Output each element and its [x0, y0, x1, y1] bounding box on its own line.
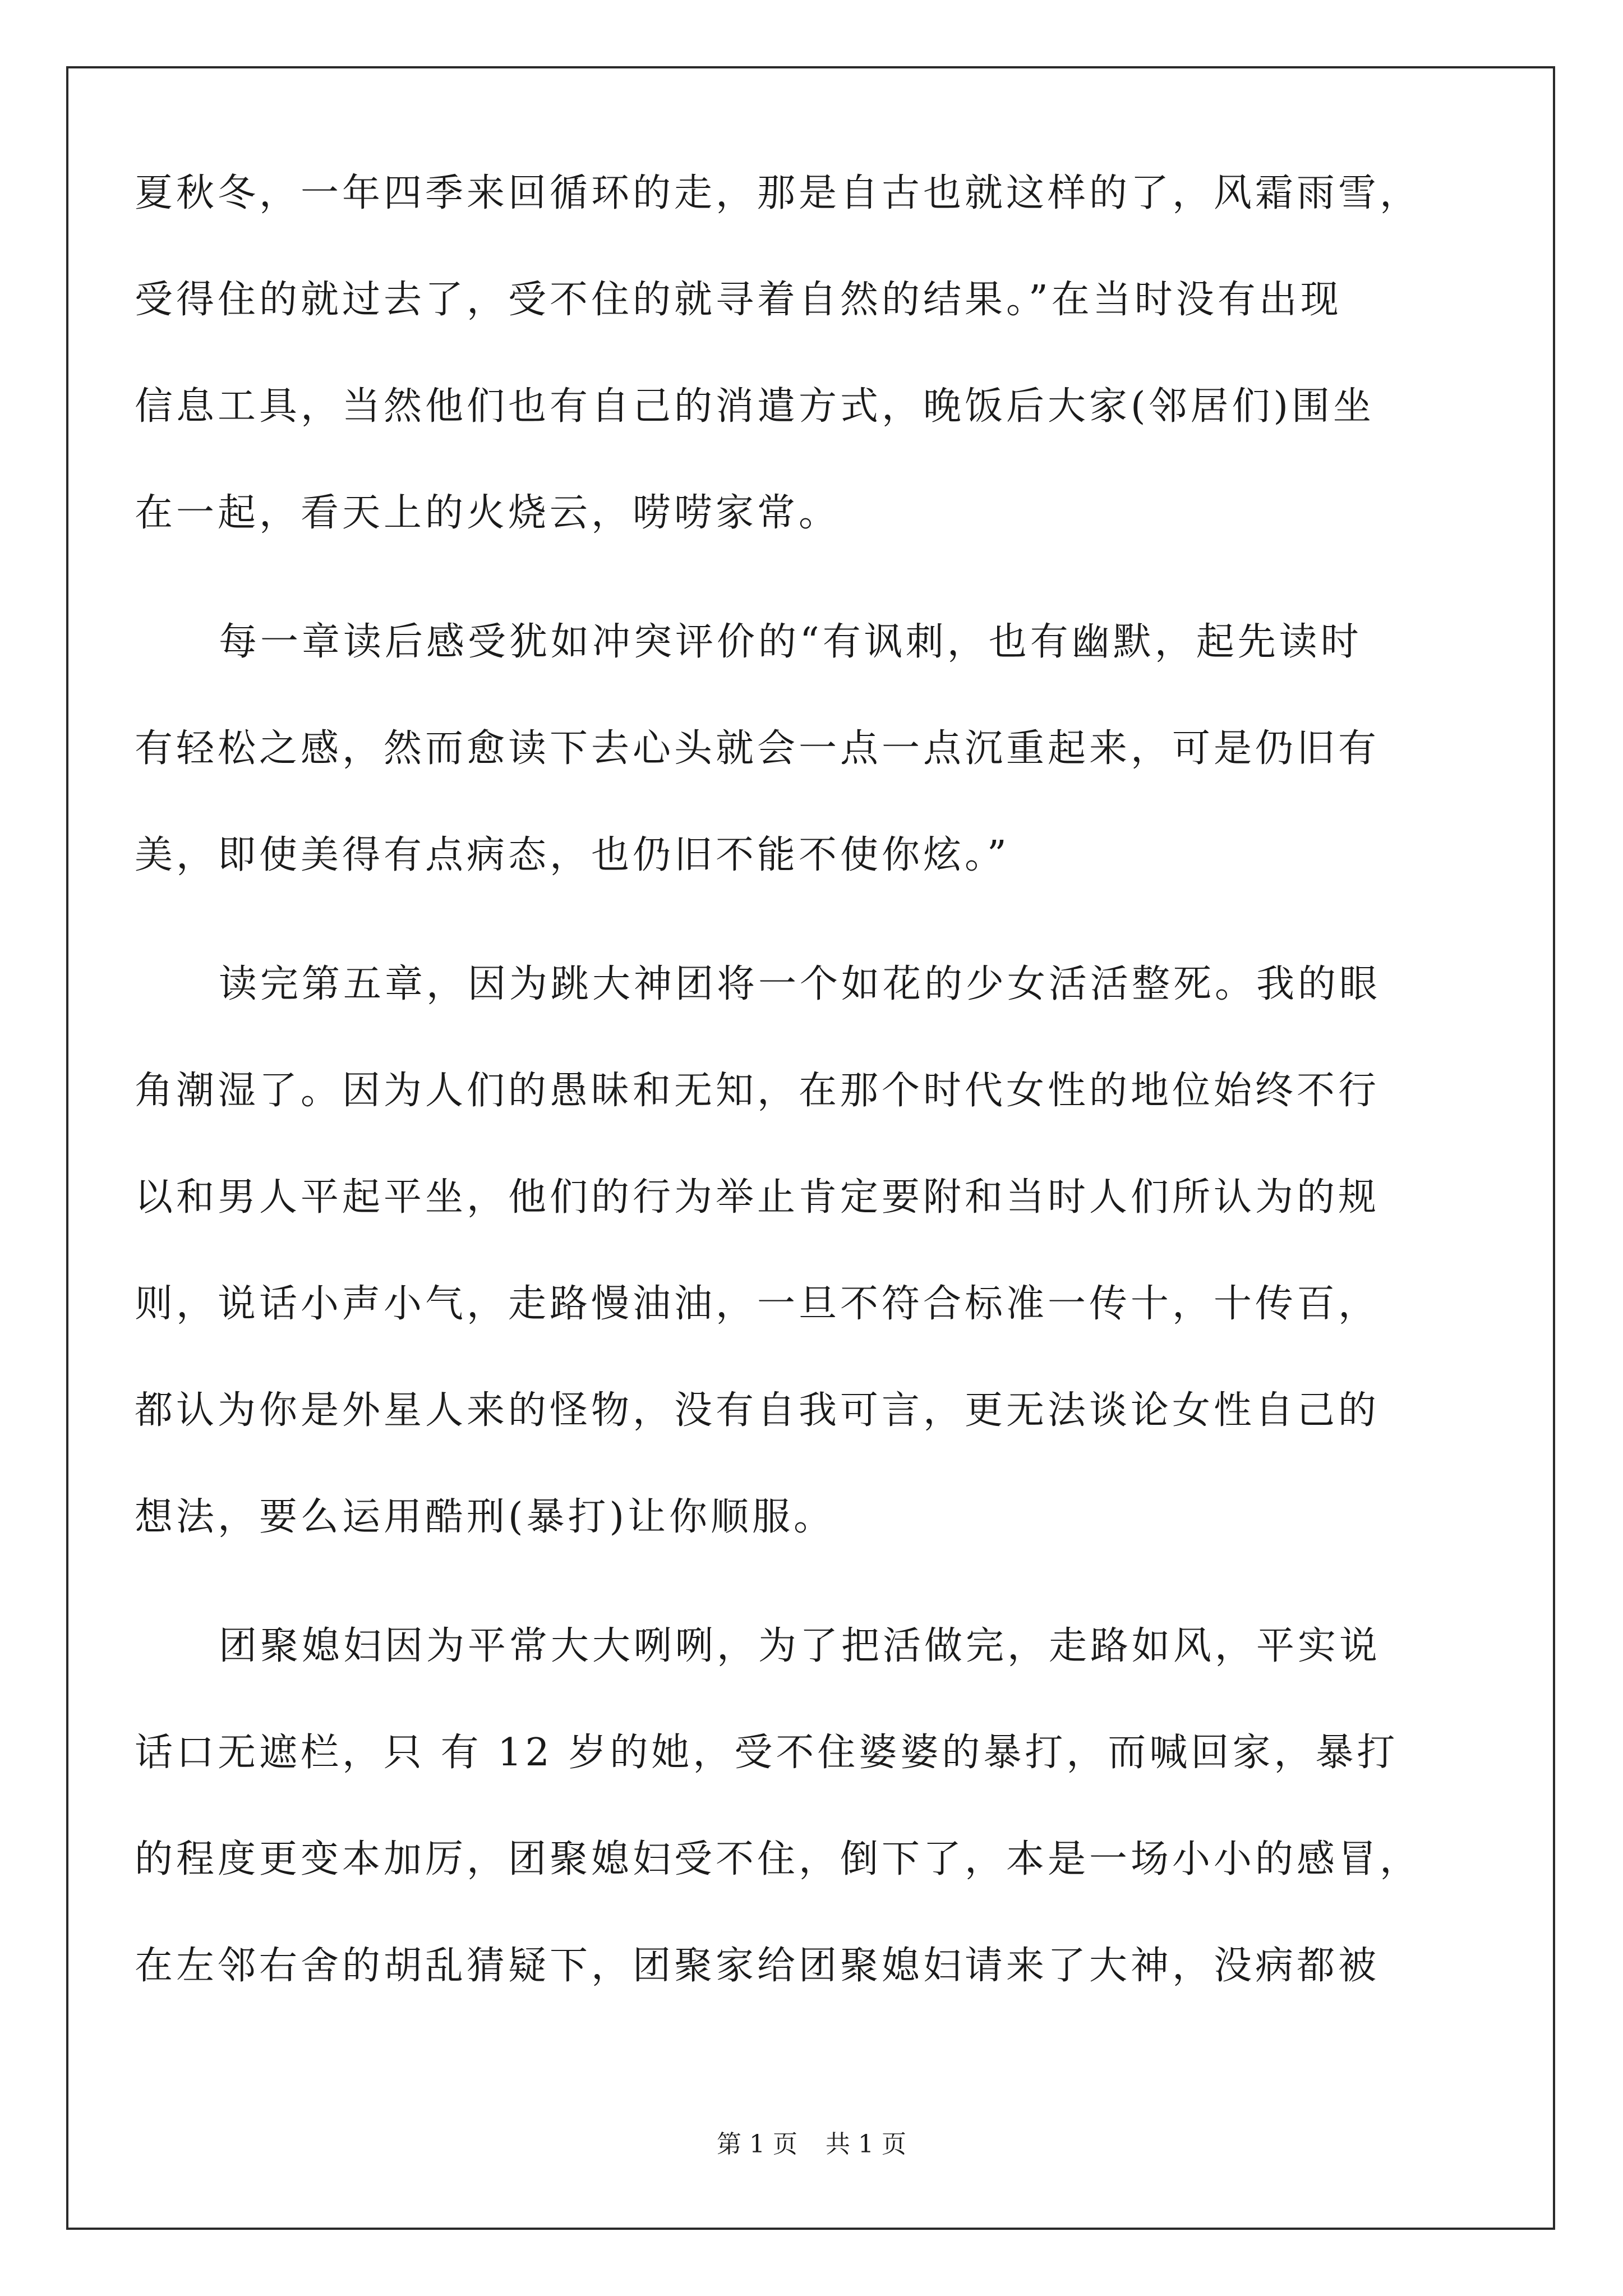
text-line: 团聚媳妇因为平常大大咧咧，为了把活做完，走路如风，平实说 — [219, 1624, 1381, 1668]
document-body — [135, 140, 1436, 2042]
text-line: 受得住的就过去了，受不住的就寻着自然的结果。”在当时没有出现 — [135, 278, 1342, 322]
text-line: 话口无遮栏，只 有 12 岁的她，受不住婆婆的暴打，而喊回家，暴打 — [135, 1731, 1399, 1775]
text-line: 的程度更变本加厉，团聚媳妇受不住，倒下了，本是一场小小的感冒， — [135, 1837, 1422, 1881]
text-line: 美，即使美得有点病态，也仍旧不能不使你炫。” — [135, 833, 1010, 877]
text-line: 则，说话小声小气，走路慢油油，一旦不符合标准一传十，十传百， — [135, 1282, 1380, 1326]
paragraph-2 — [135, 589, 1436, 909]
paragraph-1 — [135, 140, 1436, 567]
paragraph-4 — [135, 1593, 1436, 2019]
text-line: 在左邻右舍的胡乱猜疑下，团聚家给团聚媳妇请来了大神，没病都被 — [135, 1944, 1380, 1988]
text-line: 读完第五章，因为跳大神团将一个如花的少女活活整死。我的眼 — [219, 962, 1381, 1006]
text-line: 都认为你是外星人来的怪物，没有自我可言，更无法谈论女性自己的 — [135, 1388, 1380, 1433]
text-line: 夏秋冬，一年四季来回循环的走，那是自古也就这样的了，风霜雨雪， — [135, 171, 1422, 215]
text-line: 信息工具，当然他们也有自己的消遣方式，晚饭后大家(邻居们)围坐 — [135, 384, 1375, 429]
page-number: 第 1 页 — [717, 2130, 797, 2159]
page-total: 共 1 页 — [826, 2130, 906, 2159]
text-line: 有轻松之感，然而愈读下去心头就会一点一点沉重起来，可是仍旧有 — [135, 726, 1380, 771]
text-line: 以和男人平起平坐，他们的行为举止肯定要附和当时人们所认为的规 — [135, 1175, 1380, 1220]
page-footer — [0, 2124, 1623, 2160]
text-line: 想法，要么运用酷刑(暴打)让你顺服。 — [135, 1495, 836, 1539]
text-line: 在一起，看天上的火烧云，唠唠家常。 — [135, 491, 841, 535]
text-line: 角潮湿了。因为人们的愚昧和无知，在那个时代女性的地位始终不行 — [135, 1069, 1380, 1113]
paragraph-3 — [135, 931, 1436, 1571]
text-line: 每一章读后感受犹如冲突评价的“有讽刺，也有幽默，起先读时 — [219, 620, 1362, 664]
